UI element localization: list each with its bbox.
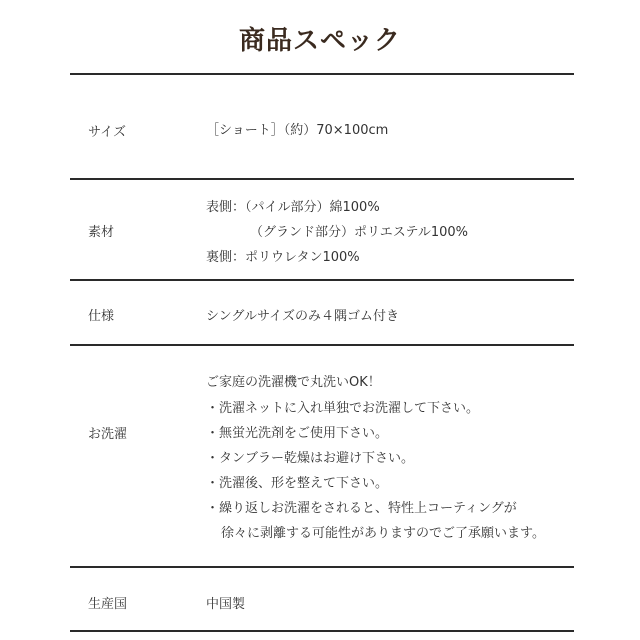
spec-value-material-ground: （グランド部分）ポリエステル100% xyxy=(250,225,468,240)
spec-value-washing-note: ・タンブラー乾燥はお避け下さい。 xyxy=(206,451,415,466)
divider xyxy=(70,178,574,180)
divider xyxy=(70,344,574,346)
spec-value-washing-intro: ご家庭の洗濯機で丸洗いOK！ xyxy=(206,375,381,390)
spec-value-washing-note: ・洗濯ネットに入れ単独でお洗濯して下さい。 xyxy=(206,401,480,416)
spec-label-origin: 生産国 xyxy=(88,597,128,612)
spec-label-size: サイズ xyxy=(88,125,126,140)
spec-value-material-back: 裏側：ポリウレタン100% xyxy=(206,250,360,265)
spec-value-washing-note: ・繰り返しお洗濯をされると、特性上コーティングが xyxy=(206,501,517,516)
spec-value-size: ［ショート］（約）70×100cm xyxy=(206,123,389,138)
divider xyxy=(70,630,574,632)
spec-value-origin: 中国製 xyxy=(206,597,246,612)
spec-value-washing-note: ・無蛍光洗剤をご使用下さい。 xyxy=(206,426,389,441)
spec-value-spec: シングルサイズのみ４隅ゴム付き xyxy=(206,309,399,324)
divider xyxy=(70,566,574,568)
spec-value-washing-note: ・洗濯後、形を整えて下さい。 xyxy=(206,476,389,491)
spec-value-material-front: 表側：（パイル部分）綿100% xyxy=(206,200,380,215)
page-title: 商品スペック xyxy=(238,26,401,56)
spec-value-washing-note-cont: 徐々に剥離する可能性がありますのでご了承願います。 xyxy=(221,526,545,541)
spec-label-material: 素材 xyxy=(88,225,115,240)
spec-label-spec: 仕様 xyxy=(88,309,115,324)
spec-label-washing: お洗濯 xyxy=(88,427,128,442)
divider xyxy=(70,73,574,75)
divider xyxy=(70,279,574,281)
